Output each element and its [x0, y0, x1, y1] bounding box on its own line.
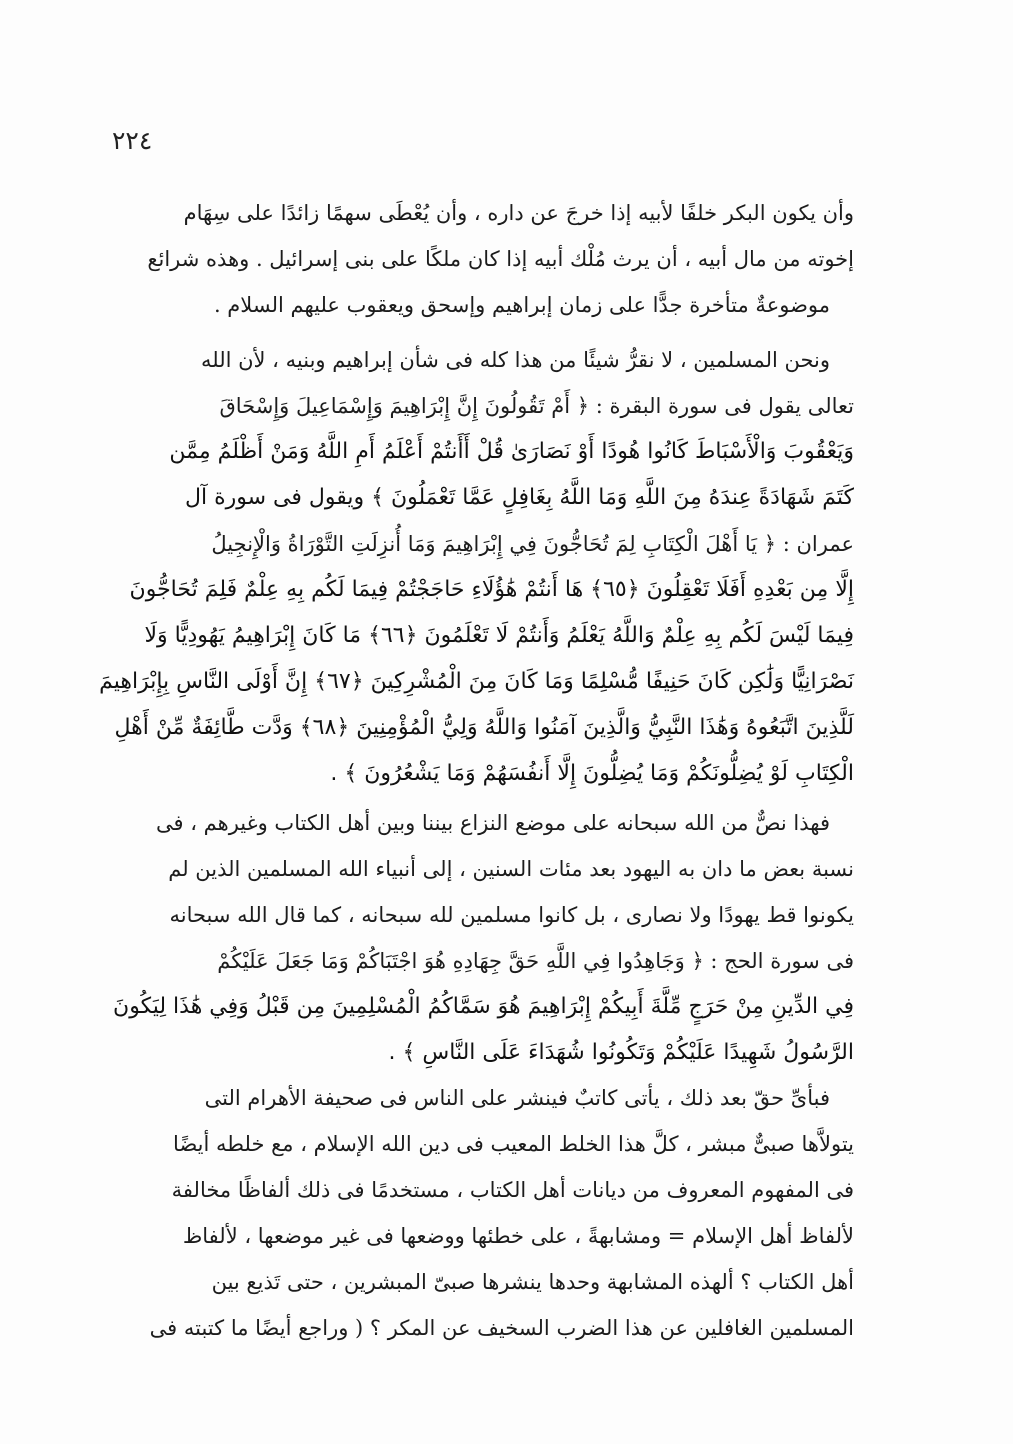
page-number: ٢٢٤ [112, 126, 153, 155]
text-line: نسبة بعض ما دان به اليهود بعد مئات السنين ، إلى أنبياء الله المسلمين الذين لم [168, 857, 854, 881]
quran-line: الْكِتَابِ لَوْ يُضِلُّونَكُمْ وَمَا يُضِلُّونَ إِلَّا أَنفُسَهُمْ وَمَا يَشْعُرُونَ ﴾ . [330, 761, 854, 786]
quran-line: نَصْرَانِيًّا وَلَٰكِن كَانَ حَنِيفًا مُّسْلِمًا وَمَا كَانَ مِنَ الْمُشْرِكِينَ ﴿٦٧﴾ إِنَّ أَوْلَى النَّاسِ بِإِبْرَاهِيمَ [99, 669, 854, 694]
text-line-quran: تعالى يقول فى سورة البقرة : ﴿ أَمْ تَقُولُونَ إِنَّ إِبْرَاهِيمَ وَإِسْمَاعِيلَ وَإِسْحَاقَ [219, 394, 854, 418]
quran-line: لَلَّذِينَ اتَّبَعُوهُ وَهَٰذَا النَّبِيُّ وَالَّذِينَ آمَنُوا وَاللَّهُ وَلِيُّ الْمُؤْمِنِينَ ﴿٦٨﴾ وَدَّت طَّائِفَةٌ مِّنْ أَهْلِ [114, 715, 854, 740]
text-line: موضوعةٌ متأخرة جدًّا على زمان إبراهيم وإسحق ويعقوب عليهم السلام . [213, 293, 830, 317]
text-line-quran: عمران : ﴿ يَا أَهْلَ الْكِتَابِ لِمَ تُحَاجُّونَ فِي إِبْرَاهِيمَ وَمَا أُنزِلَتِ التَّوْرَاةُ وَالْإِنجِيلُ [211, 532, 854, 556]
text-line: يكونوا قط يهودًا ولا نصارى ، بل كانوا مسلمين لله سبحانه ، كما قال الله سبحانه [169, 903, 854, 927]
quran-line: إِلَّا مِن بَعْدِهِ أَفَلَا تَعْقِلُونَ ﴿٦٥﴾ هَا أَنتُمْ هَٰؤُلَاءِ حَاجَجْتُمْ فِيمَا لَكُم بِهِ عِلْمٌ فَلِمَ تُحَاجُّونَ [129, 577, 854, 602]
text-line: إخوته من مال أبيه ، أن يرث مُلْك أبيه إذا كان ملكًا على بنى إسرائيل . وهذه شرائع [147, 247, 854, 271]
text-line-quran: فى سورة الحج : ﴿ وَجَاهِدُوا فِي اللَّهِ حَقَّ جِهَادِهِ هُوَ اجْتَبَاكُمْ وَمَا جَعَلَ عَلَيْكُمْ [217, 949, 854, 973]
text-line: فبأىِّ حقّ بعد ذلك ، يأتى كاتبٌ فينشر على الناس فى صحيفة الأهرام التى [204, 1086, 830, 1110]
quran-line: فِيمَا لَيْسَ لَكُم بِهِ عِلْمٌ وَاللَّهُ يَعْلَمُ وَأَنتُمْ لَا تَعْلَمُونَ ﴿٦٦﴾ مَا كَانَ إِبْرَاهِيمُ يَهُودِيًّا وَلَا [144, 623, 854, 648]
quran-line: وَيَعْقُوبَ وَالْأَسْبَاطَ كَانُوا هُودًا أَوْ نَصَارَىٰ قُلْ أَأَنتُمْ أَعْلَمُ أَمِ اللَّهُ وَمَنْ أَظْلَمُ مِمَّن [169, 439, 854, 464]
quran-line: فِي الدِّينِ مِنْ حَرَجٍ مِّلَّةَ أَبِيكُمْ إِبْرَاهِيمَ هُوَ سَمَّاكُمُ الْمُسْلِمِينَ مِن قَبْلُ وَفِي هَٰذَا لِيَكُونَ [113, 994, 854, 1019]
quran-line: الرَّسُولُ شَهِيدًا عَلَيْكُمْ وَتَكُونُوا شُهَدَاءَ عَلَى النَّاسِ ﴾ . [388, 1040, 854, 1065]
text-line: يتولاَّها صبىٌّ مبشر ، كلَّ هذا الخلط المعيب فى دين الله الإسلام ، مع خلطه أيضًا [173, 1132, 854, 1156]
text-line: فى المفهوم المعروف من ديانات أهل الكتاب ، مستخدمًا فى ذلك ألفاظًا مخالفة [171, 1178, 854, 1202]
text-line: فهذا نصٌّ من الله سبحانه على موضع النزاع بيننا وبين أهل الكتاب وغيرهم ، فى [155, 811, 830, 835]
text-line: المسلمين الغافلين عن هذا الضرب السخيف عن المكر ؟ ( وراجع أيضًا ما كتبته فى [149, 1316, 854, 1340]
paragraph-3 [113, 800, 854, 1076]
text-line: لألفاظ أهل الإسلام = ومشابهةً ، على خطئها ووضعها فى غير موضعها ، لألفاظ [182, 1224, 854, 1248]
text-line: أهل الكتاب ؟ ألهذه المشابهة وحدها ينشرها صبىّ المبشرين ، حتى تَذيع بين [211, 1270, 854, 1294]
text-line: ونحن المسلمين ، لا نقرُّ شيئًا من هذا كله فى شأن إبراهيم وبنيه ، لأن الله [200, 348, 830, 372]
paragraph-4 [149, 1075, 854, 1351]
text-line: وأن يكون البكر خلفًا لأبيه إذا خرجَ عن داره ، وأن يُعْطَى سهمًا زائدًا على سِهَام [183, 201, 854, 225]
quran-line: كَتَمَ شَهَادَةً عِندَهُ مِنَ اللَّهِ وَمَا اللَّهُ بِغَافِلٍ عَمَّا تَعْمَلُونَ ﴾ ويقول فى سورة آل [185, 485, 854, 510]
paragraph-2 [99, 337, 854, 797]
paragraph-1 [147, 190, 854, 328]
